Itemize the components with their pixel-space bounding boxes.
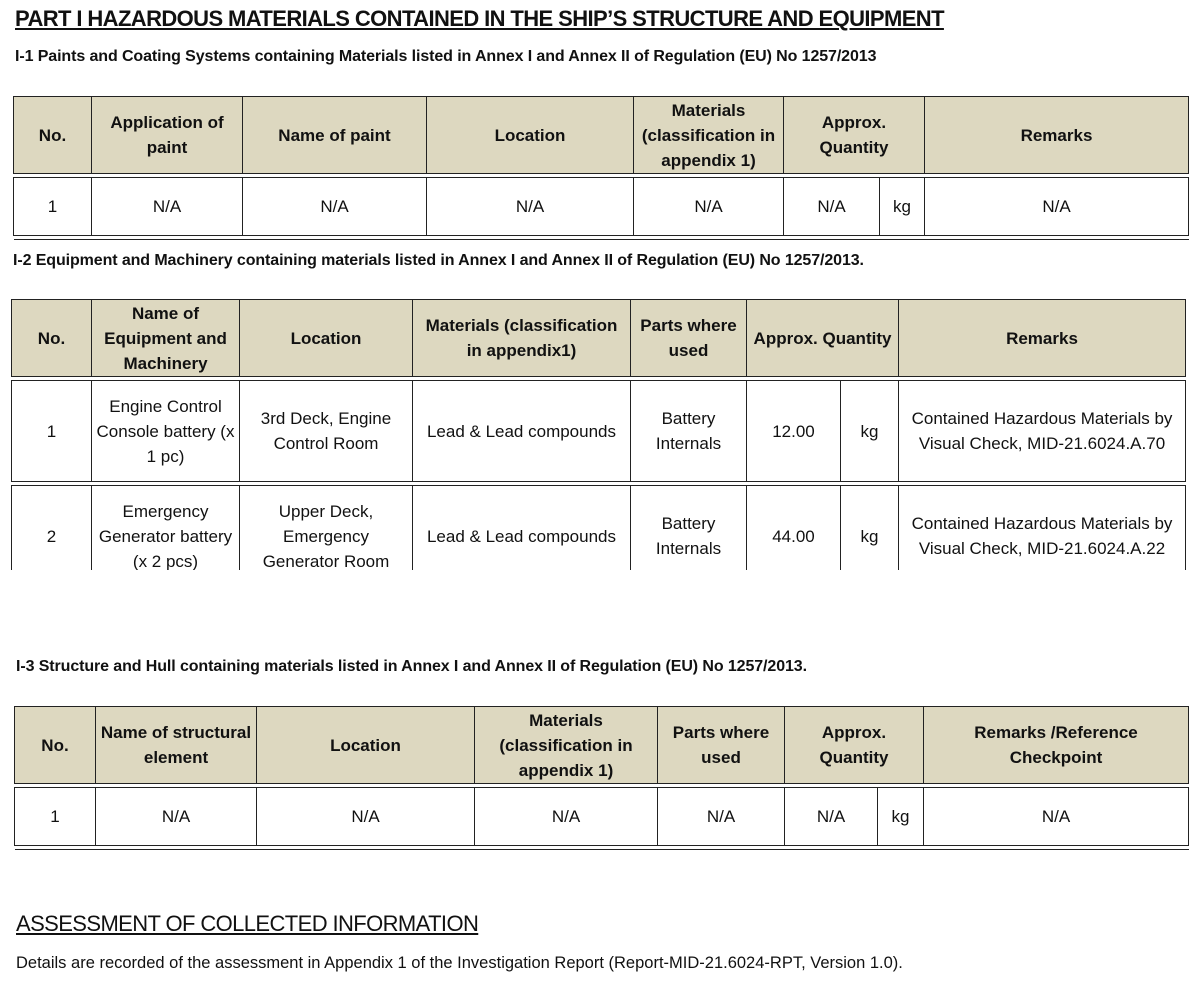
col-header-no: No. [15,707,96,784]
col-header-quantity: Approx. Quantity [747,300,899,377]
section-3-heading: I-3 Structure and Hull containing materials listed in Annex I and Annex II of Regulation (EU) No 1257/2013. [16,658,807,675]
page-title: PART I HAZARDOUS MATERIALS CONTAINED IN THE SHIP’S STRUCTURE AND EQUIPMENT [15,6,944,31]
cell-parts: Battery Internals [631,381,747,482]
cell-unit: kg [878,788,924,846]
col-header-remarks: Remarks [899,300,1186,377]
equipment-table-viewport [0,290,1200,570]
cell-parts: N/A [658,788,785,846]
cell-unit: kg [841,381,899,482]
col-header-location: Location [427,97,634,174]
cell-equipment-name: Emergency Generator battery (x 2 pcs) [92,486,240,571]
cell-remarks: N/A [925,178,1189,236]
cell-unit: kg [880,178,925,236]
cell-quantity: 44.00 [747,486,841,571]
cell-materials: N/A [475,788,658,846]
cell-materials: Lead & Lead compounds [413,486,631,571]
table-row [12,486,1186,571]
col-header-parts: Parts where used [631,300,747,377]
col-header-equipment-name: Name of Equipment and Machinery [92,300,240,377]
col-header-no: No. [12,300,92,377]
cell-equipment-name: Engine Control Console battery (x 1 pc) [92,381,240,482]
cell-location: N/A [427,178,634,236]
cell-no: 1 [15,788,96,846]
equipment-table [11,299,1186,570]
cell-location: Upper Deck, Emergency Generator Room [240,486,413,571]
table-row [12,381,1186,482]
col-header-parts: Parts where used [658,707,785,784]
col-header-location: Location [257,707,475,784]
col-header-materials: Materials (classification in appendix 1) [475,707,658,784]
cell-unit: kg [841,486,899,571]
cell-remarks: Contained Hazardous Materials by Visual Check, MID-21.6024.A.22 [899,486,1186,571]
col-header-quantity: Approx. Quantity [784,97,925,174]
cell-no: 1 [14,178,92,236]
col-header-application: Application of paint [92,97,243,174]
cell-parts: Battery Internals [631,486,747,571]
col-header-remarks: Remarks [925,97,1189,174]
cell-quantity: N/A [784,178,880,236]
col-header-remarks: Remarks /Reference Checkpoint [924,707,1189,784]
cell-quantity: N/A [785,788,878,846]
col-header-quantity: Approx. Quantity [785,707,924,784]
col-header-paint-name: Name of paint [243,97,427,174]
cell-materials: N/A [634,178,784,236]
col-header-materials: Materials (classification in appendix1) [413,300,631,377]
cell-location: N/A [257,788,475,846]
col-header-materials: Materials (classification in appendix 1) [634,97,784,174]
col-header-structural-element: Name of structural element [96,707,257,784]
assessment-text: Details are recorded of the assessment in Appendix 1 of the Investigation Report (Report-MID-21.6024-RPT, Version 1.0). [16,954,903,972]
col-header-location: Location [240,300,413,377]
cell-quantity: 12.00 [747,381,841,482]
cell-remarks: N/A [924,788,1189,846]
cell-paint-name: N/A [243,178,427,236]
cell-no: 2 [12,486,92,571]
paints-table [13,96,1189,240]
cell-location: 3rd Deck, Engine Control Room [240,381,413,482]
cell-no: 1 [12,381,92,482]
section-1-heading: I-1 Paints and Coating Systems containing Materials listed in Annex I and Annex II of Regulation (EU) No 1257/2013 [15,48,877,65]
cell-remarks: Contained Hazardous Materials by Visual Check, MID-21.6024.A.70 [899,381,1186,482]
structure-table [14,706,1189,850]
table-row [14,178,1189,236]
table-row [15,788,1189,846]
assessment-heading: ASSESSMENT OF COLLECTED INFORMATION [16,911,479,936]
section-2-heading: I-2 Equipment and Machinery containing materials listed in Annex I and Annex II of Regulation (EU) No 1257/2013. [13,252,864,269]
cell-materials: Lead & Lead compounds [413,381,631,482]
col-header-no: No. [14,97,92,174]
cell-structural-element: N/A [96,788,257,846]
cell-application: N/A [92,178,243,236]
